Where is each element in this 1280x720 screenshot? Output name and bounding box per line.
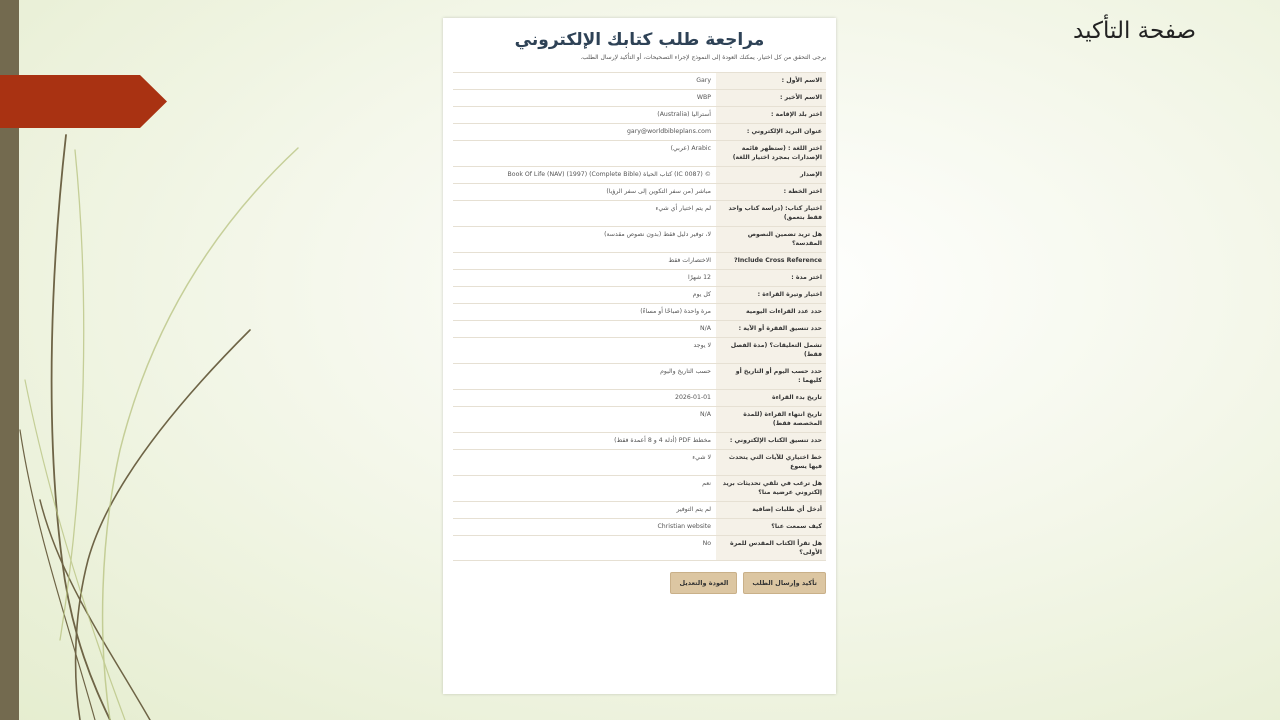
table-row (453, 518, 826, 535)
field-value: مرة واحدة (صباحًا أو مساءً) (453, 303, 716, 320)
review-form-panel (443, 18, 836, 694)
field-label: Include Cross Reference? (716, 252, 826, 269)
table-row (453, 166, 826, 183)
red-arrow-shape (0, 75, 167, 128)
field-value: © (IC 0087) كتاب الحياة Book Of Life (NAV) (1997) (Complete Bible) (453, 166, 716, 183)
field-value: 12 شهرًا (453, 269, 716, 286)
field-value: 2026-01-01 (453, 389, 716, 406)
table-row (453, 303, 826, 320)
back-edit-button[interactable]: العودة والتعديل (670, 572, 737, 594)
slide-title: صفحة التأكيد (1073, 18, 1196, 44)
table-row (453, 89, 826, 106)
table-row (453, 432, 826, 449)
table-row (453, 183, 826, 200)
field-value: لا، توفير دليل فقط (بدون نصوص مقدسة) (453, 226, 716, 252)
table-row (453, 140, 826, 166)
field-value: لا يوجد (453, 337, 716, 363)
field-label: اختر اللغة : (ستظهر قائمة الإصدارات بمجرد اختيار اللغة) (716, 140, 826, 166)
table-row (453, 252, 826, 269)
field-label: اختيار وتيرة القراءة : (716, 286, 826, 303)
table-row (453, 320, 826, 337)
field-value: حسب التاريخ واليوم (453, 363, 716, 389)
table-row (453, 269, 826, 286)
table-row (453, 406, 826, 432)
field-label: حدد تنسيق الكتاب الإلكتروني : (716, 432, 826, 449)
field-value: مباشر (من سفر التكوين إلى سفر الرؤيا) (453, 183, 716, 200)
confirm-submit-button[interactable]: تأكيد وإرسال الطلب (743, 572, 826, 594)
field-label: حدد عدد القراءات اليومية (716, 303, 826, 320)
form-subtitle: يرجى التحقق من كل اختيار. يمكنك العودة إلى النموذج لإجراء التصحيحات، أو التأكيد لإرسال الطلب. (580, 54, 826, 61)
field-label: أدخل أي طلبات إضافية (716, 501, 826, 518)
table-row (453, 226, 826, 252)
review-table (453, 72, 826, 561)
table-row (453, 123, 826, 140)
field-value: N/A (453, 320, 716, 337)
field-label: هل ترغب في تلقي تحديثات بريد إلكتروني عرضية منا؟ (716, 475, 826, 501)
field-label: تاريخ انتهاء القراءة (للمدة المخصصة فقط) (716, 406, 826, 432)
field-label: اختر مدة : (716, 269, 826, 286)
field-label: تاريخ بدء القراءة (716, 389, 826, 406)
field-value: الاختصارات فقط (453, 252, 716, 269)
field-label: اختر بلد الإقامة : (716, 106, 826, 123)
field-value: أستراليا (Australia) (453, 106, 716, 123)
field-label: الاسم الأول : (716, 73, 826, 90)
field-label: اختيار كتاب: (دراسة كتاب واحد فقط بتعمق) (716, 200, 826, 226)
field-value: نعم (453, 475, 716, 501)
field-label: هل تقرأ الكتاب المقدس للمرة الأولى؟ (716, 535, 826, 561)
table-row (453, 106, 826, 123)
field-value: كل يوم (453, 286, 716, 303)
field-value: WBP (453, 89, 716, 106)
table-row (453, 475, 826, 501)
form-title: مراجعة طلب كتابك الإلكتروني (514, 30, 765, 50)
table-row (453, 337, 826, 363)
field-value: لم يتم اختيار أي شيء (453, 200, 716, 226)
field-value: مخطط PDF (أدلة 4 و 8 أعمدة فقط) (453, 432, 716, 449)
table-row (453, 200, 826, 226)
table-row (453, 73, 826, 90)
table-row (453, 449, 826, 475)
table-row (453, 389, 826, 406)
table-row (453, 363, 826, 389)
field-value: Gary (453, 73, 716, 90)
field-label: هل تريد تضمين النصوص المقدسة؟ (716, 226, 826, 252)
table-row (453, 501, 826, 518)
field-value: لم يتم التوفير (453, 501, 716, 518)
field-value: Arabic (عربي) (453, 140, 716, 166)
field-label: خط اختياري للآيات التي يتحدث فيها يسوع (716, 449, 826, 475)
field-label: الإصدار (716, 166, 826, 183)
field-value: No (453, 535, 716, 561)
field-label: كيف سمعت عنا؟ (716, 518, 826, 535)
field-value: gary@worldbibleplans.com (453, 123, 716, 140)
field-value: لا شيء (453, 449, 716, 475)
field-label: الاسم الأخير : (716, 89, 826, 106)
field-label: تشمل التعليقات؟ (مدة الفصل فقط) (716, 337, 826, 363)
table-row (453, 535, 826, 561)
field-value: N/A (453, 406, 716, 432)
table-row (453, 286, 826, 303)
field-label: حدد حسب اليوم أو التاريخ أو كليهما : (716, 363, 826, 389)
field-label: عنوان البريد الإلكتروني : (716, 123, 826, 140)
field-label: حدد تنسيق الفقرة أو الآية : (716, 320, 826, 337)
field-label: اختر الخطة : (716, 183, 826, 200)
action-buttons (453, 572, 826, 594)
field-value: Christian website (453, 518, 716, 535)
